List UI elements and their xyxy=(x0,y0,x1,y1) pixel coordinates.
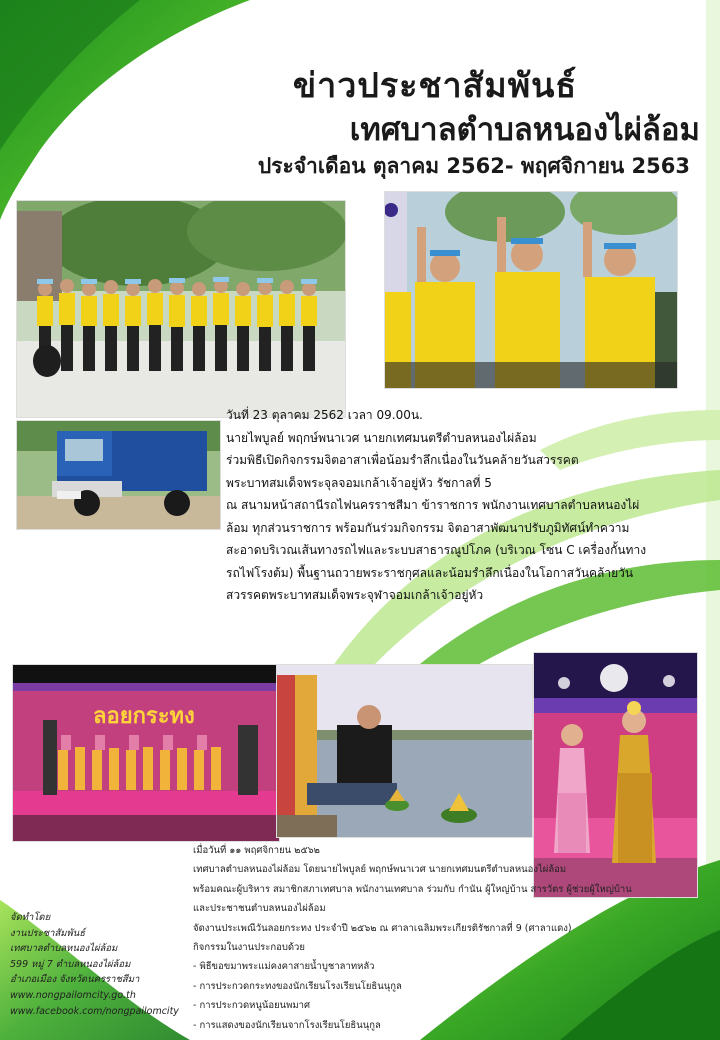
news1-line: สวรรคตพระบาทสมเด็จพระจุฬาจอมเกล้าเจ้าอยู่หัว xyxy=(226,588,484,602)
news2-line: - พิธีขอขมาพระแม่คงคาสายน้ำบูชาลาทหลัว xyxy=(193,961,375,973)
credits-department: งานประชาสัมพันธ์ xyxy=(10,927,86,939)
credits-block xyxy=(10,910,195,1019)
credits-address: 599 หมู่ 7 ตำบลหนองไผ่ล้อม xyxy=(10,958,131,970)
news2-line: - การประกวดหนูน้อยนพมาศ xyxy=(193,1000,311,1012)
news1-line: ร่วมพิธีเปิดกิจกรรมจิตอาสาเพื่อน้อมรำลึกเนื่องในวันคล้ายวันสวรรคต xyxy=(226,453,579,467)
credits-district: อำเภอเมือง จังหวัดนครราชสีมา xyxy=(10,974,140,986)
news2-line: - การแสดงของนักเรียนจากโรงเรียนโยธินนุกูล xyxy=(193,1019,381,1031)
news1-line: รถไฟโรงต้ม) พื้นฐานถวายพระราชกุศลและน้อมรำลึกเนื่องในโอกาสวันคล้ายวัน xyxy=(226,565,634,580)
news1-line: สะอาดบริเวณเส้นทางรถไฟและระบบสาธารณูปโภค (บริเวณ โซน C เครื่องกั้นทาง xyxy=(226,543,647,557)
news2-line: จัดงานประเพณีวันลอยกระทง ประจำปี ๒๕๖๒ ณ ศาลาเฉลิมพระเกียรติรัชกาลที่ 9 (ศาลาแดง) xyxy=(193,922,572,934)
photo-floating-krathong xyxy=(276,664,533,838)
news2-line: - การประกวดกระทงของนักเรียนโรงเรียนโยธินนุกูล xyxy=(193,980,402,992)
photo-garbage-truck xyxy=(16,420,221,530)
stage-banner-text: ลอยกระทง xyxy=(93,704,195,729)
photo-ceremony-participants xyxy=(384,191,678,389)
news2-line: เทศบาลตำบลหนองไผ่ล้อม โดยนายไพบูลย์ พฤกษ์พนาเวศ นายกเทศมนตรีตำบลหนองไผ่ล้อม xyxy=(193,864,567,876)
news-item-volunteer-activity xyxy=(226,404,700,607)
facebook-link[interactable]: www.facebook.com/nongpailomcity xyxy=(10,1005,179,1017)
photo-volunteer-group xyxy=(16,200,346,418)
news2-line: และประชาชนตำบลหนองไผ่ล้อม xyxy=(193,903,326,915)
news2-line: กิจกรรมในงานประกอบด้วย xyxy=(193,942,305,954)
news1-line: พระบาทสมเด็จพระจุลจอมเกล้าเจ้าอยู่หัว รัชกาลที่ 5 xyxy=(226,475,492,490)
page-title: ข่าวประชาสัมพันธ์ xyxy=(292,66,578,106)
photo-stage-performers xyxy=(12,664,280,842)
news-item-loy-krathong xyxy=(193,841,703,1035)
organization-name: เทศบาลตำบลหนองไผ่ล้อม xyxy=(349,112,700,148)
credits-organization: เทศบาลตำบลหนองไผ่ล้อม xyxy=(10,943,118,955)
credits-heading: จัดทำโดย xyxy=(10,912,51,923)
news2-line: พร้อมคณะผู้บริหาร สมาชิกสภาเทศบาล พนักงานเทศบาล ร่วมกับ กำนัน ผู้ใหญ่บ้าน สารวัตร ผู้ช่วยผู้ใหญ่บ้าน xyxy=(193,883,632,895)
issue-period: ประจำเดือน ตุลาคม 2562- พฤศจิกายน 2563 xyxy=(257,154,690,178)
news1-line: วันที่ 23 ตุลาคม 2562 เวลา 09.00น. xyxy=(226,408,423,422)
website-link[interactable]: www.nongpailomcity.go.th xyxy=(10,989,136,1001)
news1-line: ณ สนามหน้าสถานีรถไฟนครราชสีมา ข้าราชการ พนักงานเทศบาลตำบลหนองไผ่ xyxy=(226,498,640,512)
news2-line: เมื่อวันที่ ๑๑ พฤศจิกายน ๒๕๖๒ xyxy=(193,845,320,856)
news1-line: ล้อม ทุกส่วนราชการ พร้อมกันร่วมกิจกรรม จิตอาสาพัฒนาปรับภูมิทัศน์ทำความ xyxy=(226,520,630,535)
news1-line: นายไพบูลย์ พฤกษ์พนาเวศ นายกเทศมนตรีตำบลหนองไผ่ล้อม xyxy=(226,430,537,445)
